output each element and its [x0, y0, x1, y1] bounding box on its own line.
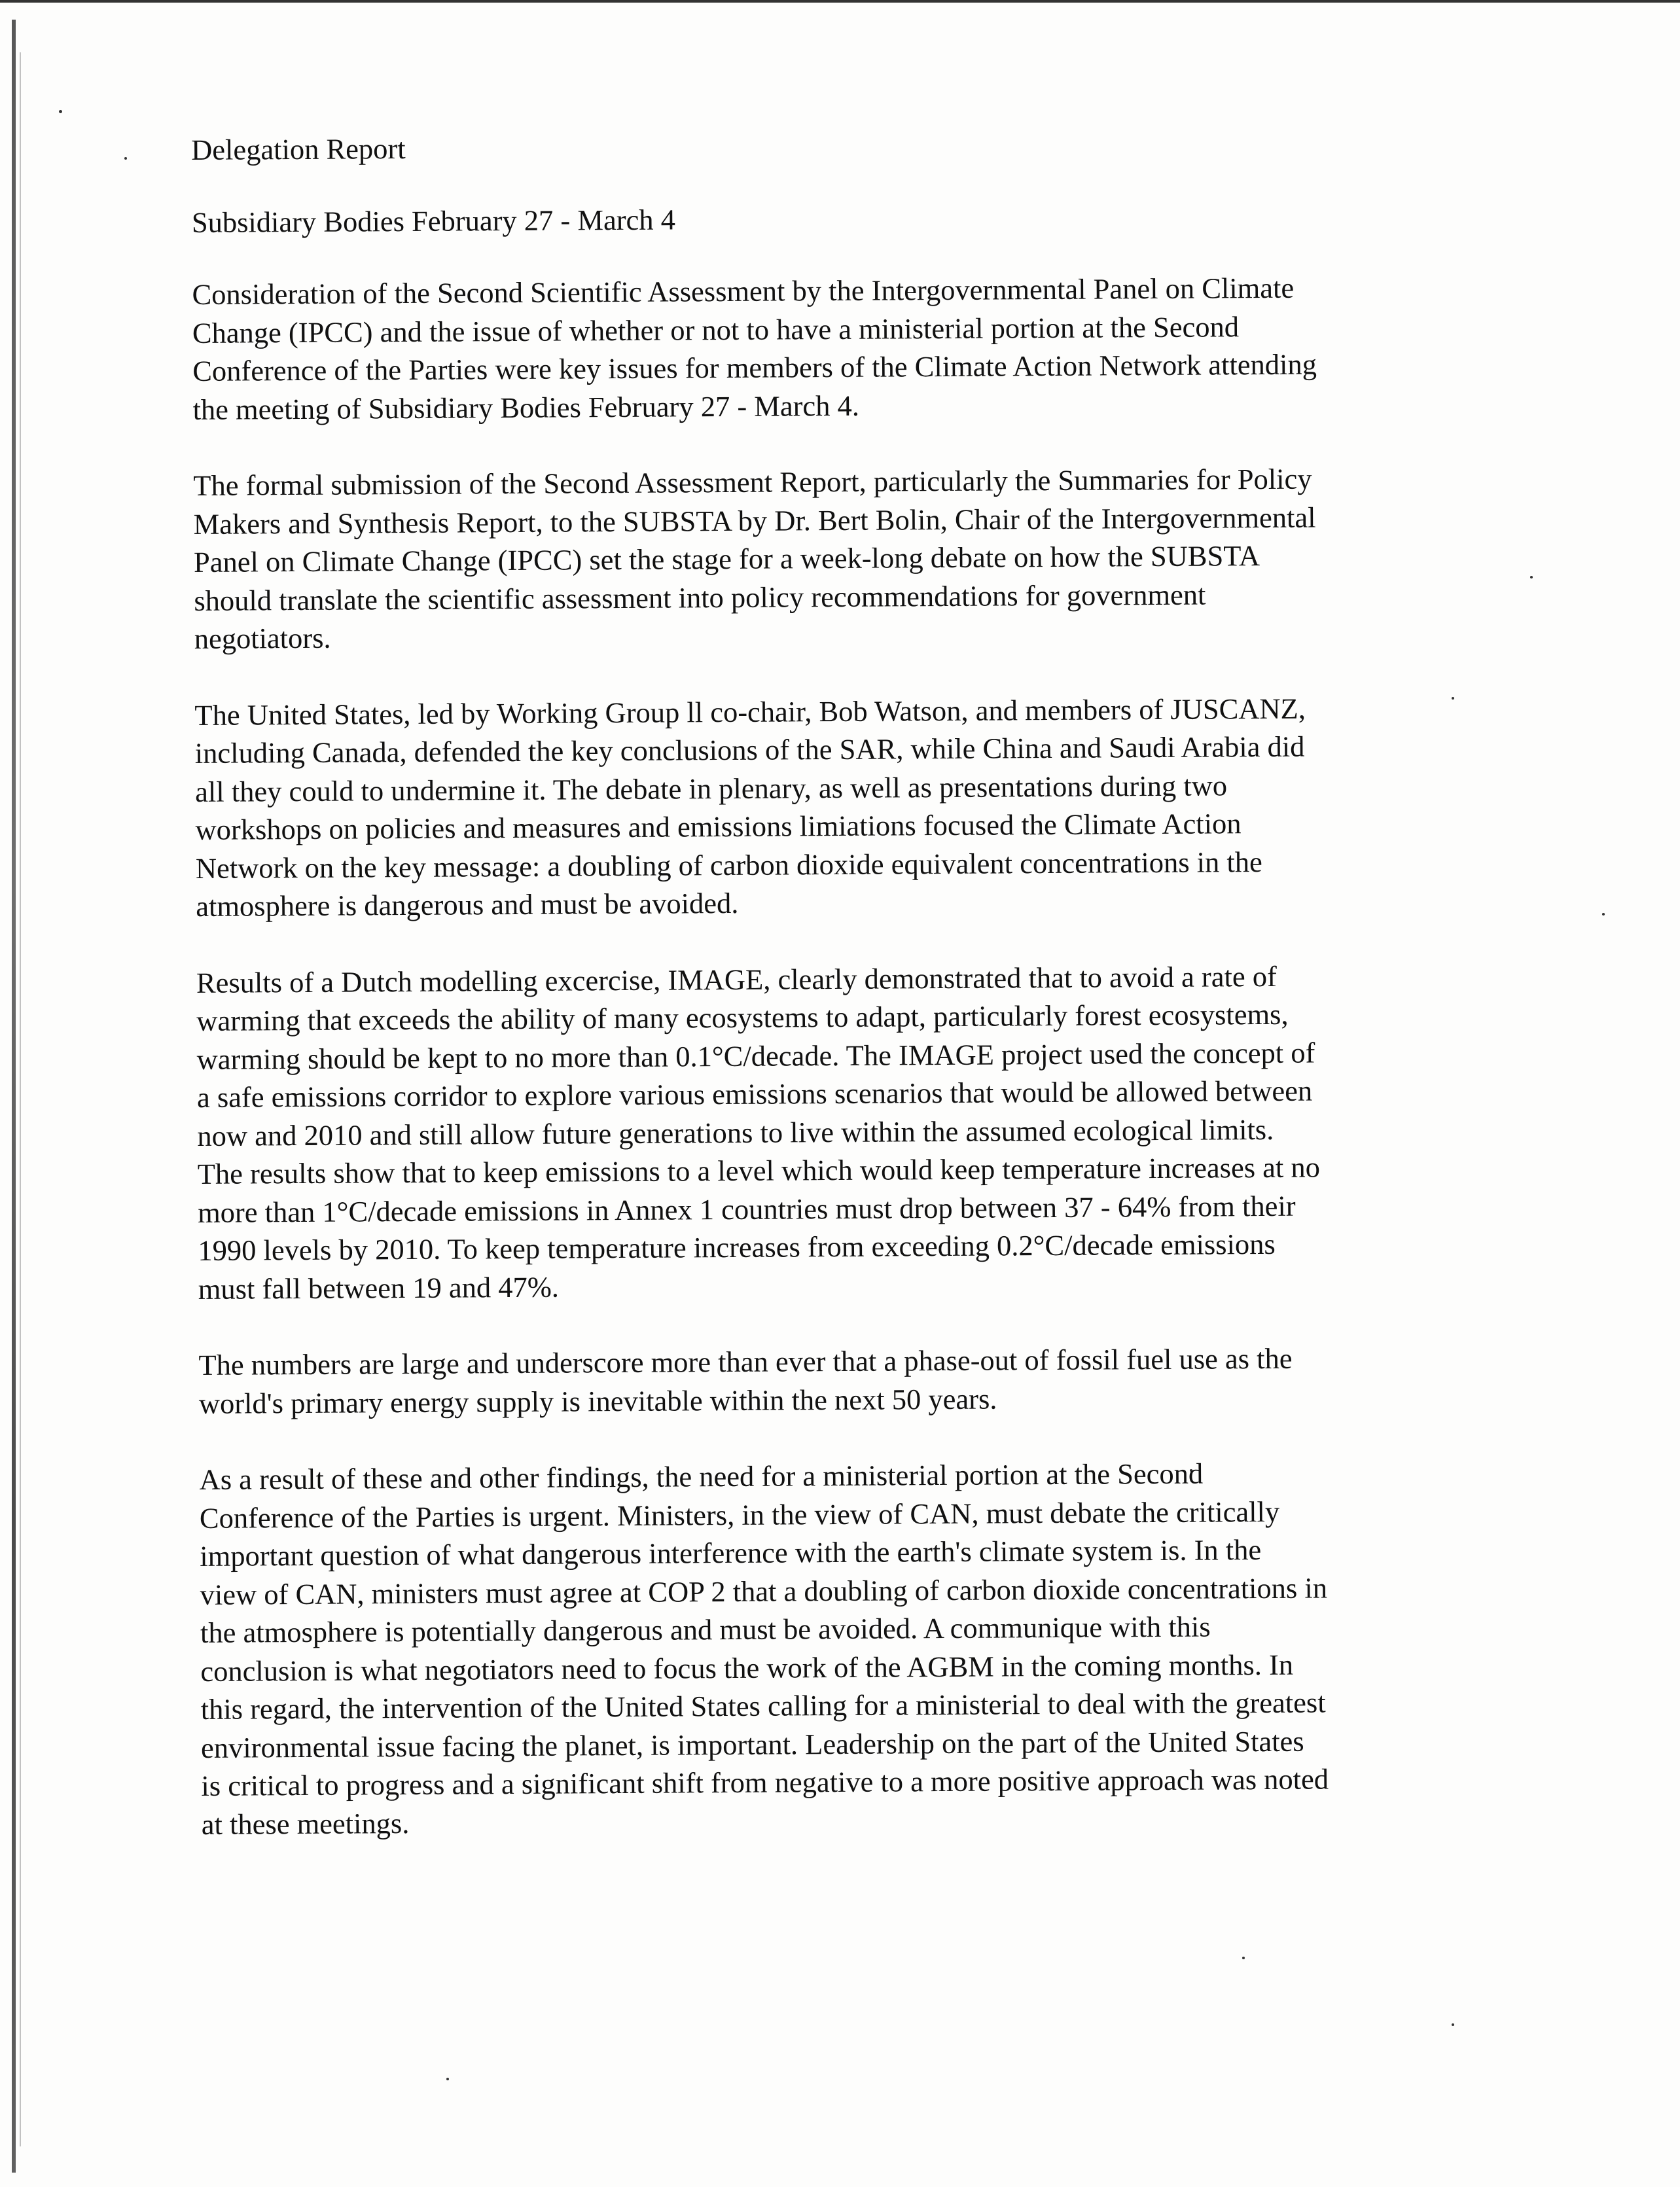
document-body [191, 122, 1569, 1881]
paragraph-line: Consideration of the Second Scientific Assessment by the Intergovernmental Panel on Climate [192, 271, 1295, 311]
paragraph-line: 1990 levels by 2010. To keep temperature increases from exceeding 0.2°C/decade emissions [198, 1227, 1276, 1267]
paragraph-line: at these meetings. [201, 1806, 410, 1841]
paragraph-line: conclusion is what negotiators need to focus the work of the AGBM in the coming months. In [200, 1648, 1294, 1688]
paragraph-line: view of CAN, ministers must agree at COP 2 that a doubling of carbon dioxide concentrations in [200, 1571, 1328, 1611]
scan-edge-left-inner [20, 52, 21, 2146]
paragraph-line: atmosphere is dangerous and must be avoided. [196, 886, 739, 923]
paragraph-line: now and 2010 and still allow future generations to live within the assumed ecological limits. [197, 1112, 1274, 1152]
paragraph-line: warming should be kept to no more than 0.1°C/decade. The IMAGE project used the concept of [196, 1036, 1315, 1076]
paragraph-line: including Canada, defended the key conclusions of the SAR, while China and Saudi Arabia did [194, 730, 1305, 770]
paragraph-line: Conference of the Parties were key issues for members of the Climate Action Network attending [192, 347, 1317, 387]
paragraph-line: The numbers are large and underscore more than ever that a phase-out of fossil fuel use as the [198, 1342, 1293, 1381]
paragraph-line: warming that exceeds the ability of many ecosystems to adapt, particularly forest ecosystems, [196, 997, 1289, 1037]
paragraph-line: should translate the scientific assessment into policy recommendations for government [194, 578, 1206, 617]
scan-speck [1602, 913, 1605, 916]
paragraph-line: The United States, led by Working Group ll co-chair, Bob Watson, and members of JUSCANZ, [194, 692, 1306, 732]
paragraph-line: Results of a Dutch modelling excercise, IMAGE, clearly demonstrated that to avoid a rate of [196, 959, 1277, 999]
paragraph-dutch-modelling [196, 955, 1566, 1308]
paragraph-line: Network on the key message: a doubling of carbon dioxide equivalent concentrations in the [195, 845, 1262, 885]
paragraph-line: this regard, the intervention of the United States calling for a ministerial to deal with the greatest [200, 1686, 1326, 1726]
paragraph-line: must fall between 19 and 47%. [198, 1270, 560, 1306]
paragraph-line: Change (IPCC) and the issue of whether or not to have a ministerial portion at the Second [192, 310, 1240, 349]
paragraph-line: the atmosphere is potentially dangerous and must be avoided. A communique with this [200, 1610, 1211, 1649]
scan-speck [1242, 1957, 1245, 1959]
paragraph-line: all they could to undermine it. The debate in plenary, as well as presentations during two [195, 768, 1228, 808]
paragraph-formal-submission [193, 458, 1562, 658]
paragraph-line: Conference of the Parties is urgent. Ministers, in the view of CAN, must debate the critically [199, 1495, 1280, 1535]
paragraph-line: important question of what dangerous interference with the earth's climate system is. In the [200, 1533, 1262, 1573]
paragraph-numbers-large [198, 1338, 1567, 1423]
document-subtitle: Subsidiary Bodies February 27 - March 4 [191, 202, 676, 239]
paragraph-line: workshops on policies and measures and emissions limiations focused the Climate Action [195, 807, 1242, 846]
paragraph-ministerial-need [199, 1452, 1569, 1843]
paragraph-line: world's primary energy supply is inevitable within the next 50 years. [198, 1382, 997, 1420]
paragraph-united-states [194, 688, 1564, 926]
document-title: Delegation Report [191, 132, 406, 166]
paragraph-line: The formal submission of the Second Assessment Report, particularly the Summaries for Policy [193, 462, 1312, 502]
scan-speck [1452, 2023, 1454, 2026]
scan-edge-top [0, 0, 1680, 3]
paragraph-ipcc-consideration [192, 267, 1560, 429]
scan-speck [124, 157, 127, 160]
scan-speck [59, 110, 62, 113]
paragraph-line: The results show that to keep emissions to a level which would keep temperature increases at no [197, 1150, 1321, 1190]
paragraph-line: is critical to progress and a significant shift from negative to a more positive approach was noted [201, 1762, 1329, 1802]
paragraph-line: more than 1°C/decade emissions in Annex 1 countries must drop between 37 - 64% from their [197, 1189, 1296, 1229]
paragraph-line: the meeting of Subsidiary Bodies February 27 - March 4. [192, 389, 860, 426]
paragraph-line: Makers and Synthesis Report, to the SUBSTA by Dr. Bert Bolin, Chair of the Intergovernmental [193, 501, 1316, 541]
paragraph-line: a safe emissions corridor to explore various emissions scenarios that would be allowed between [196, 1074, 1313, 1114]
paragraph-line: environmental issue facing the planet, is important. Leadership on the part of the United States [200, 1724, 1304, 1764]
paragraph-line: Panel on Climate Change (IPCC) set the stage for a week-long debate on how the SUBSTA [193, 539, 1260, 578]
scan-edge-left [12, 20, 16, 2173]
scan-speck [446, 2078, 449, 2080]
paragraph-line: As a result of these and other findings, the need for a ministerial portion at the Second [199, 1457, 1204, 1496]
paragraph-line: negotiators. [194, 621, 331, 655]
